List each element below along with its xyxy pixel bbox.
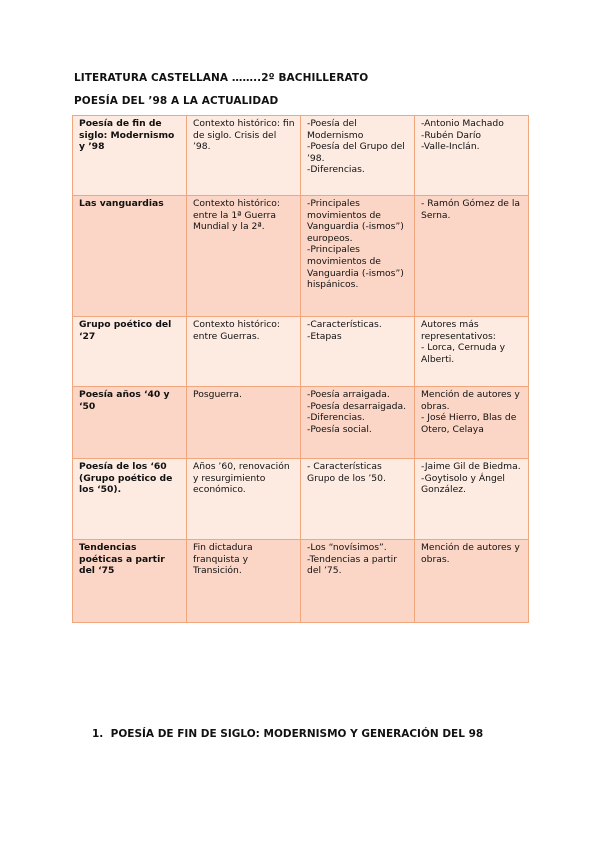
table-row [73,540,529,623]
topic-cell: Las vanguardias [73,196,187,317]
unit-title: POESÍA DEL ’98 A LA ACTUALIDAD [74,95,279,107]
topic-cell: Poesía años ‘40 y ‘50 [73,387,187,459]
contents-cell: -Poesía del Modernismo -Poesía del Grupo del ’98. -Diferencias. [301,116,415,196]
table-row [73,317,529,387]
table-row [73,387,529,459]
contents-cell: - Características Grupo de los ’50. [301,459,415,540]
section-number: 1. [92,728,104,740]
topic-cell: Tendencias poéticas a partir del ‘75 [73,540,187,623]
context-cell: Contexto histórico: entre Guerras. [187,317,301,387]
contents-cell: -Principales movimientos de Vanguardia (-ismos”) europeos. -Principales movimientos de Vanguardia (-ismos”) hispánicos. [301,196,415,317]
contents-cell: -Los “novísimos”. -Tendencias a partir del ’75. [301,540,415,623]
authors-cell: -Jaime Gil de Biedma. -Goytisolo y Ángel González. [415,459,529,540]
context-cell: Contexto histórico: fin de siglo. Crisis del ’98. [187,116,301,196]
table-row [73,116,529,196]
syllabus-table [72,115,529,623]
topic-cell: Grupo poético del ‘27 [73,317,187,387]
course-heading: LITERATURA CASTELLANA ……..2º BACHILLERATO [74,72,369,84]
topic-cell: Poesía de los ‘60 (Grupo poético de los ‘50). [73,459,187,540]
context-cell: Posguerra. [187,387,301,459]
context-cell: Contexto histórico: entre la 1ª Guerra Mundial y la 2ª. [187,196,301,317]
authors-cell: Mención de autores y obras. - José Hierro, Blas de Otero, Celaya [415,387,529,459]
authors-cell: Autores más representativos: - Lorca, Cernuda y Alberti. [415,317,529,387]
contents-cell: -Poesía arraigada. -Poesía desarraigada. -Diferencias. -Poesía social. [301,387,415,459]
table-row [73,459,529,540]
context-cell: Años ’60, renovación y resurgimiento económico. [187,459,301,540]
section-heading [92,728,483,740]
authors-cell: -Antonio Machado -Rubén Darío -Valle-Inclán. [415,116,529,196]
authors-cell: - Ramón Gómez de la Serna. [415,196,529,317]
topic-cell: Poesía de fin de siglo: Modernismo y ’98 [73,116,187,196]
section-title-text: POESÍA DE FIN DE SIGLO: MODERNISMO Y GENERACIÓN DEL 98 [110,728,484,740]
table-row [73,196,529,317]
authors-cell: Mención de autores y obras. [415,540,529,623]
contents-cell: -Características. -Etapas [301,317,415,387]
context-cell: Fin dictadura franquista y Transición. [187,540,301,623]
